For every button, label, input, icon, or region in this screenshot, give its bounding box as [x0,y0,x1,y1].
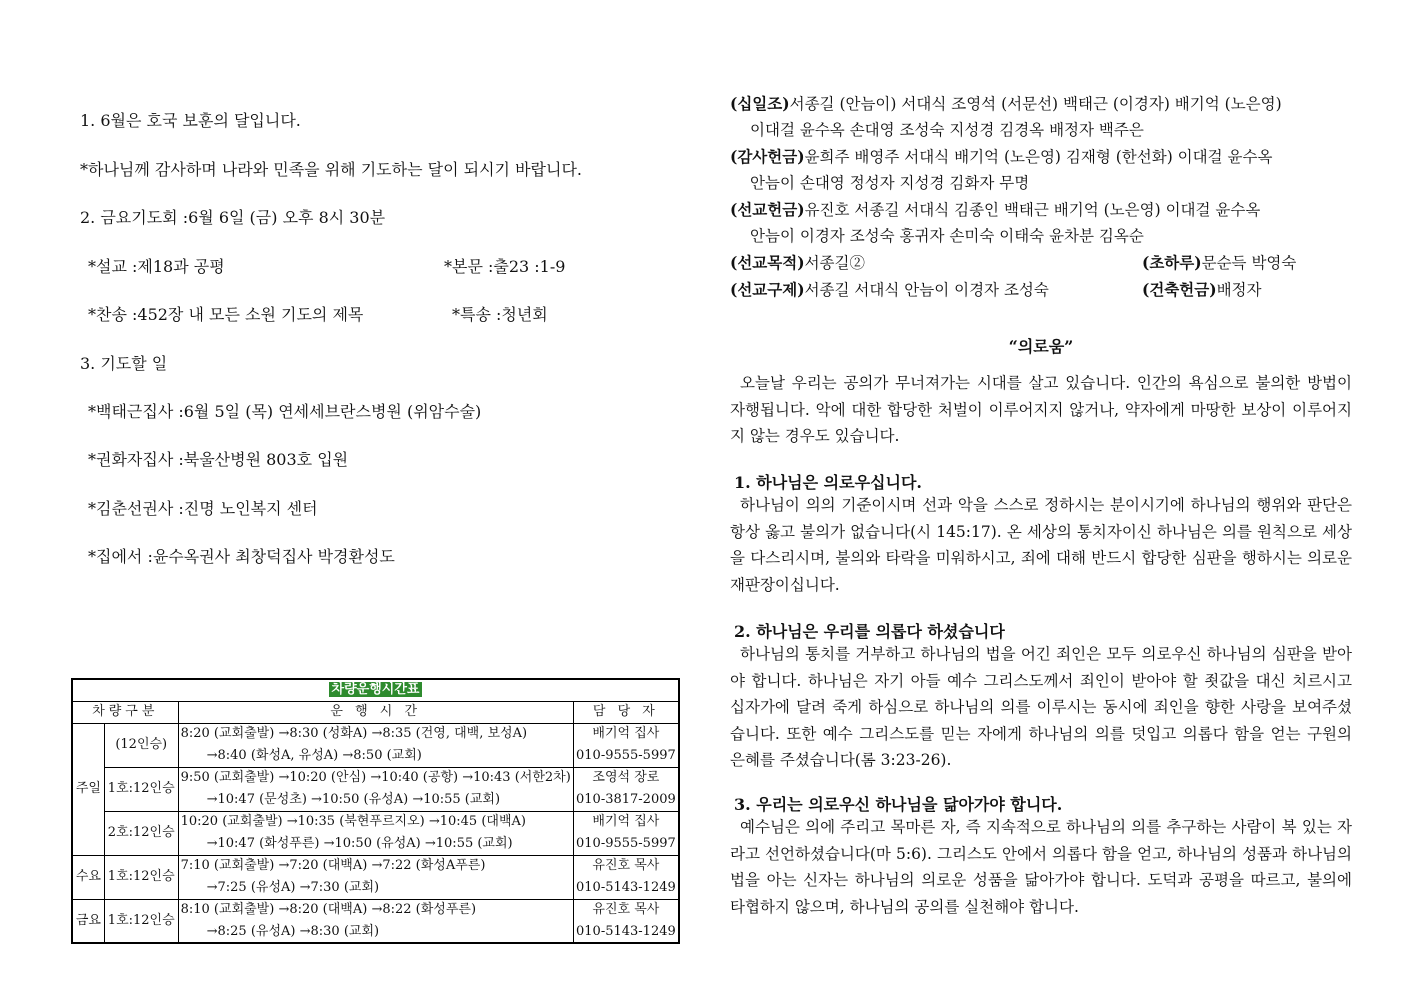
offering-label: (선교헌금) [730,200,805,219]
prayer-item-3: *김춘선권사 :진명 노인복지 센터 [88,499,318,518]
offering-names: 서종길 서대식 안늠이 이경자 조성숙 [804,281,1049,299]
offering-thanks [730,145,1272,169]
time-cell: 7:10 (교회출발) →7:20 (대백A) →7:22 (화성A푸른) [178,855,573,877]
time-cell: →8:40 (화성A, 유성A) →8:50 (교회) [178,745,573,767]
offering-label: (선교목적) [730,253,805,272]
phone-cell: 010-9555-5997 [573,833,679,855]
table-row [72,723,679,745]
offering-relief [730,278,1049,302]
manager-cell: 유진호 목사 [573,855,679,877]
sermon-paragraph-3: 예수님은 의에 주리고 목마른 자, 즉 지속적으로 하나님의 의를 추구하는 사람이 복 있는 자라고 선언하셨습니다(마 5:6). 그리스도 안에서 의롭다 함을 얻고, 하나님의 성품과 하나님의 법을 아는 신자는 하나님의 의로운 성품을 닮아가야 합니다. 도덕과 공평을 따르고, 불의에 타협하지 않으며, 하나님의 공의를 실천해야 합니다. [730,818,1352,916]
offering-firstfruit [1142,251,1296,275]
vehicle-cell: 1호:12인승 [104,767,178,811]
schedule-title: 차량운행시간표 [329,682,423,697]
notice-3: 3. 기도할 일 [80,354,168,373]
offering-names: 서종길 (안늠이) 서대식 조영석 (서문선) 백태근 (이경자) 배기억 (노은영) [789,95,1282,113]
manager-cell: 배기억 집사 [573,723,679,745]
manager-cell: 조영석 장로 [573,767,679,789]
offering-mission-purpose [730,251,865,275]
schedule-title-cell [72,679,679,701]
vehicle-cell: (12인승) [104,723,178,767]
time-cell: 9:50 (교회출발) →10:20 (안심) →10:40 (공항) →10:43 (서한2차) [178,767,573,789]
time-cell: 8:20 (교회출발) →8:30 (성화A) →8:35 (건영, 대백, 보성A) [178,723,573,745]
manager-cell: 배기억 집사 [573,811,679,833]
offering-label: (감사헌금) [730,147,805,166]
notice-2-sermon: *설교 :제18과 공평 [88,257,225,276]
day-sunday: 주일 [72,723,104,855]
sermon-paragraph-2: 하나님의 통치를 거부하고 하나님의 법을 어긴 죄인은 모두 의로우신 하나님의 심판을 받아야 합니다. 하나님은 자기 아들 예수 그리스도께서 죄인이 받아야 할 죗값을 대신 치르시고 십자가에 달려 죽게 하심으로 하나님의 의를 이루시는 동시에 죄인을 향한 사랑을 보여주셨습니다. 또한 예수 그리스도를 믿는 자에게 하나님의 의를 덧입고 의롭다 함을 얻는 구원의 은혜를 주셨습니다(롬 3:23-26). [730,645,1352,769]
vehicle-schedule [71,678,680,944]
offering-names: 안늠이 손대영 정성자 지성경 김화자 무명 [750,174,1030,192]
table-row [72,767,679,789]
manager-cell: 유진호 목사 [573,899,679,921]
prayer-item-4: *집에서 :윤수옥권사 최창덕집사 박경환성도 [88,547,395,566]
offering-label: (건축헌금) [1142,280,1217,299]
phone-cell: 010-3817-2009 [573,789,679,811]
table-row [72,899,679,921]
notice-2-text: *본문 :출23 :1-9 [444,257,566,276]
header-manager: 담 당 자 [573,701,679,723]
offering-names: 배정자 [1216,281,1262,299]
sermon-heading-1: 1. 하나님은 의로우십니다. [734,473,922,492]
sermon-title: “의로움” [1008,337,1074,356]
prayer-item-2: *권화자집사 :북울산병원 803호 입원 [88,450,349,469]
offering-names: 문순득 박영숙 [1201,254,1297,272]
notice-1-sub: *하나님께 감사하며 나라와 민족을 위해 기도하는 달이 되시기 바랍니다. [80,160,582,179]
header-time: 운 행 시 간 [178,701,573,723]
offering-names: 이대걸 윤수옥 손대영 조성숙 지성경 김경옥 배정자 백주은 [750,121,1144,139]
offering-label: (초하루) [1142,253,1202,272]
day-wednesday: 수요 [72,855,104,899]
offering-building [1142,278,1261,302]
time-cell: 8:10 (교회출발) →8:20 (대백A) →8:22 (화성푸른) [178,899,573,921]
time-cell: →7:25 (유성A) →7:30 (교회) [178,877,573,899]
offering-mission [730,198,1260,222]
notice-1: 1. 6월은 호국 보훈의 달입니다. [80,111,301,130]
offering-tithe [730,92,1282,116]
sermon-heading-3: 3. 우리는 의로우신 하나님을 닮아가야 합니다. [734,795,1063,814]
time-cell: →10:47 (문성초) →10:50 (유성A) →10:55 (교회) [178,789,573,811]
offering-names: 윤희주 배영주 서대식 배기억 (노은영) 김재형 (한선화) 이대걸 윤수옥 [804,148,1273,166]
prayer-item-1: *백태근집사 :6월 5일 (목) 연세세브란스병원 (위암수술) [88,402,482,421]
notice-2-hymn: *찬송 :452장 내 모든 소원 기도의 제목 [88,305,364,324]
day-friday: 금요 [72,899,104,943]
phone-cell: 010-5143-1249 [573,921,679,943]
sermon-paragraph-1: 하나님이 의의 기준이시며 선과 악을 스스로 정하시는 분이시기에 하나님의 행위와 판단은 항상 옳고 불의가 없습니다(시 145:17). 온 세상의 통치자이신 하나님은 의를 원칙으로 세상을 다스리시며, 불의와 타락을 미워하시고, 죄에 대해 반드시 합당한 심판을 행하시는 의로운 재판장이십니다. [730,496,1352,594]
time-cell: →10:47 (화성푸른) →10:50 (유성A) →10:55 (교회) [178,833,573,855]
sermon-heading-2: 2. 하나님은 우리를 의롭다 하셨습니다 [734,622,1005,641]
table-row [72,855,679,877]
offering-names: 안늠이 이경자 조성숙 홍귀자 손미숙 이태숙 윤차분 김옥순 [750,227,1144,245]
phone-cell: 010-5143-1249 [573,877,679,899]
notice-2-special: *특송 :청년회 [452,305,548,324]
offering-names: 유진호 서종길 서대식 김종인 백태근 배기억 (노은영) 이대걸 윤수옥 [804,201,1261,219]
offering-names: 서종길② [804,254,865,272]
notice-2: 2. 금요기도회 :6월 6일 (금) 오후 8시 30분 [80,208,386,227]
vehicle-cell: 1호:12인승 [104,899,178,943]
offering-label: (선교구제) [730,280,805,299]
sermon-intro: 오늘날 우리는 공의가 무너져가는 시대를 살고 있습니다. 인간의 욕심으로 불의한 방법이 자행됩니다. 악에 대한 합당한 처벌이 이루어지지 않거나, 약자에게 마땅한 보상이 이루어지지 않는 경우도 있습니다. [730,374,1352,445]
time-cell: 10:20 (교회출발) →10:35 (북현푸르지오) →10:45 (대백A) [178,811,573,833]
phone-cell: 010-9555-5997 [573,745,679,767]
schedule-table [71,678,680,944]
table-row [72,811,679,833]
time-cell: →8:25 (유성A) →8:30 (교회) [178,921,573,943]
vehicle-cell: 2호:12인승 [104,811,178,855]
offering-label: (십일조) [730,94,790,113]
vehicle-cell: 1호:12인승 [104,855,178,899]
header-vehicle: 차량구분 [72,701,178,723]
